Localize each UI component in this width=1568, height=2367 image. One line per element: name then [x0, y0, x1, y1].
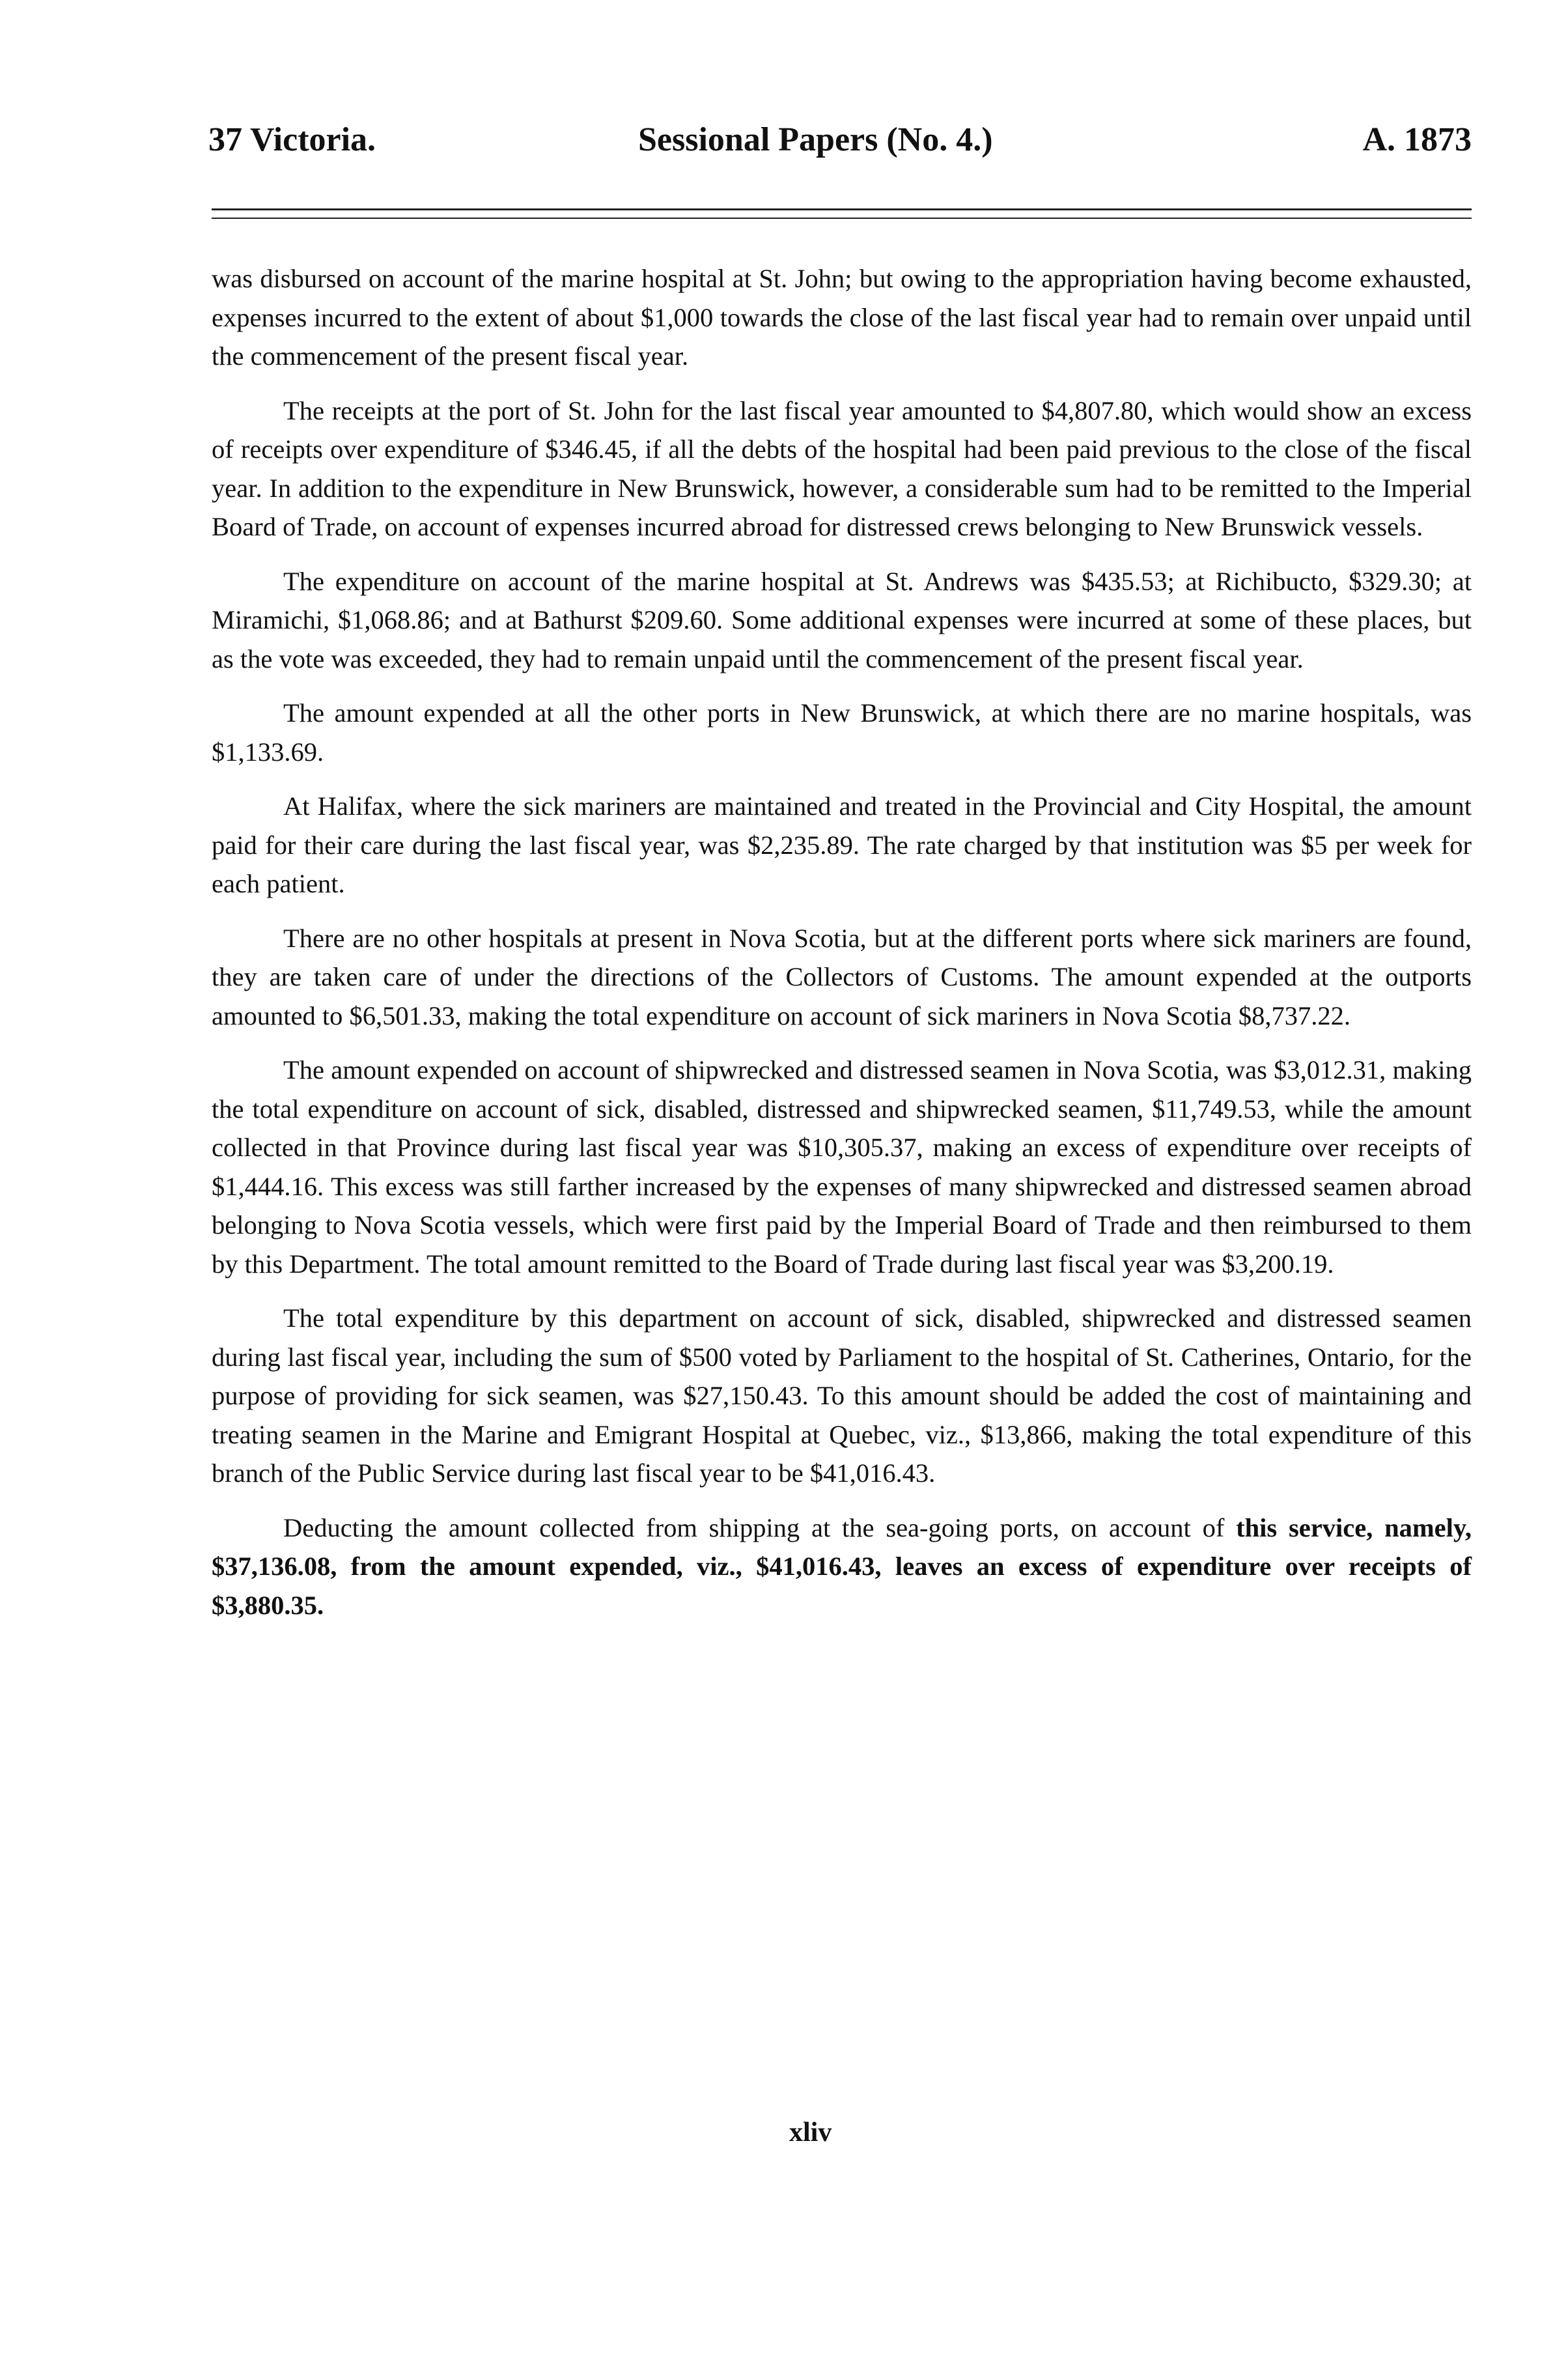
header-title: Sessional Papers (No. 4.) [638, 121, 993, 158]
paragraph: The total expenditure by this department on account of sick, disabled, shipwrecked and distressed seamen during last fiscal year, including the sum of $500 voted by Parliament to the hospital of St. Catherines, Ontario, for the purpose of providing for sick seamen, was $27,150.43. To this amount should be added the cost of maintaining and treating seamen in the Marine and Emigrant Hospital at Quebec, viz., $13,866, making the total expenditure of this branch of the Public Service during last fiscal year to be $41,016.43. [212, 1303, 1472, 1488]
paragraph: The receipts at the port of St. John for the last fiscal year amounted to $4,807.80, which would show an excess of receipts over expenditure of $346.45, if all the debts of the hospital had been paid previous to the close of the fiscal year. In addition to the expenditure in New Brunswick, however, a considerable sum had to be remitted to the Imperial Board of Trade, on account of expenses incurred abroad for distressed crews belonging to New Brunswick vessels. [212, 395, 1472, 541]
final-paragraph [212, 1509, 1472, 1625]
paragraph: At Halifax, where the sick mariners are maintained and treated in the Provincial and City Hospital, the amount paid for their care during the last fiscal year, was $2,235.89. The rate charged by that institution was $5 per week for each patient. [212, 791, 1472, 898]
paragraph: was disbursed on account of the marine hospital at St. John; but owing to the appropriation having become exhausted, expenses incurred to the extent of about $1,000 towards the close of the last fiscal year had to remain over unpaid until the commencement of the present fiscal year. [212, 264, 1472, 371]
page-number: xliv [789, 2118, 832, 2147]
running-header [208, 120, 1472, 173]
paragraph: There are no other hospitals at present in Nova Scotia, but at the different ports where sick mariners are found, they are taken care of under the directions of the Collectors of Customs. The amount expended at the outports amounted to $6,501.33, making the total expenditure on account of sick mariners in Nova Scotia $8,737.22. [212, 923, 1472, 1030]
final-paragraph-bold: this service, namely, $37,136.08, from the amount expended, viz., $41,016.43, leaves an excess of expenditure over receipts of $3,880.35. [212, 1512, 1472, 1620]
final-paragraph-normal: Deducting the amount collected from shipping at the sea-going ports, on account of [283, 1512, 1237, 1542]
header-rule-bottom [212, 218, 1472, 219]
body-text [212, 259, 1472, 1640]
paragraph: The amount expended on account of shipwrecked and distressed seamen in Nova Scotia, was $3,012.31, making the total expenditure on account of sick, disabled, distressed and shipwrecked seamen, $11,749.53, while the amount collected in that Province during last fiscal year was $10,305.37, making an excess of expenditure over receipts of $1,444.16. This excess was still farther increased by the expenses of many shipwrecked and distressed seamen abroad belonging to Nova Scotia vessels, which were first paid by the Imperial Board of Trade and then reimbursed to them by this Department. The total amount remitted to the Board of Trade during last fiscal year was $3,200.19. [212, 1055, 1472, 1279]
header-volume: 37 Victoria. [208, 121, 376, 158]
header-rule-top [212, 208, 1472, 210]
paragraph: The expenditure on account of the marine hospital at St. Andrews was $435.53; at Richibucto, $329.30; at Miramichi, $1,068.86; and at Bathurst $209.60. Some additional expenses were incurred at some of these places, but as the vote was exceeded, they had to remain unpaid until the commencement of the present fiscal year. [212, 566, 1472, 673]
paragraph: The amount expended at all the other ports in New Brunswick, at which there are no marine hospitals, was $1,133.69. [212, 698, 1472, 767]
header-year: A. 1873 [1362, 121, 1472, 158]
